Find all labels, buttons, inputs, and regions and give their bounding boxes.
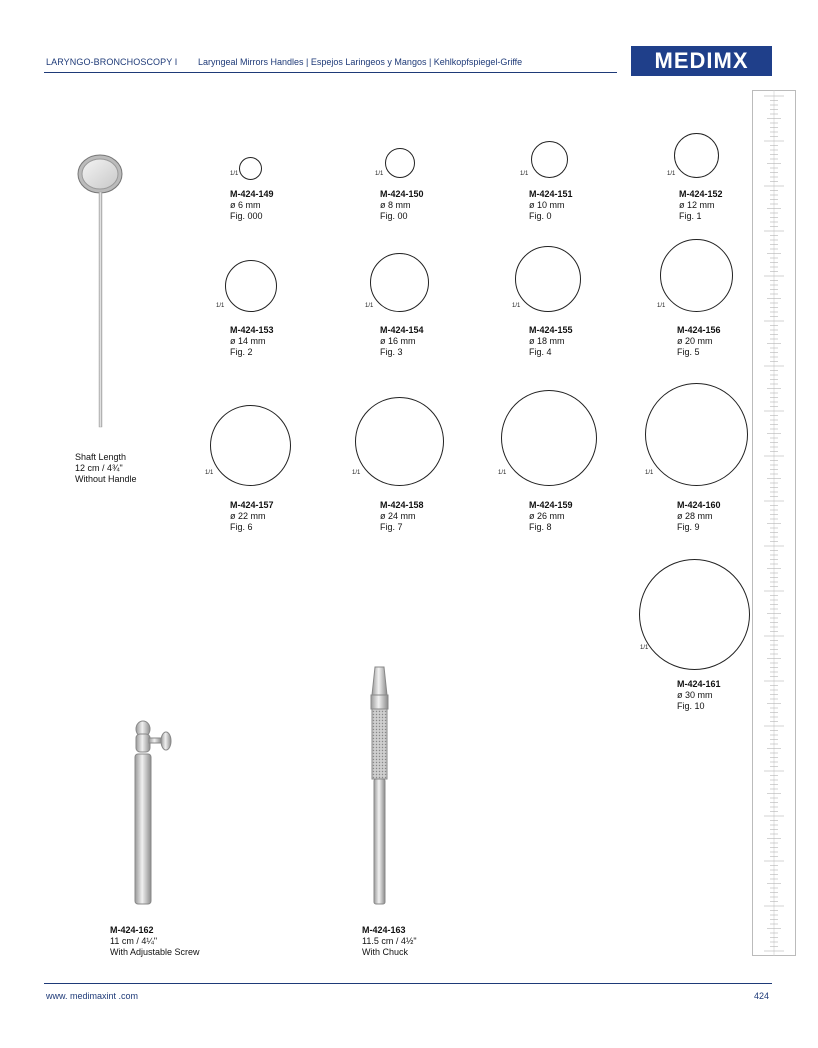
shaft-length: 12 cm / 4¾" <box>75 463 123 473</box>
product-code: M-424-155 <box>529 325 573 335</box>
scale-label: 1/1 <box>667 171 676 177</box>
product-fig: Fig. 1 <box>679 211 702 221</box>
scale-label: 1/1 <box>645 470 654 476</box>
product-length: 11 cm / 4¼" <box>110 936 158 946</box>
footer-divider <box>44 983 772 984</box>
mirror-149 <box>239 157 262 180</box>
mirror-152 <box>674 133 719 178</box>
page-subtitle: Laryngeal Mirrors Handles | Espejos Laringeos y Mangos | Kehlkopfspiegel-Griffe <box>198 57 523 67</box>
mirror-151 <box>531 141 568 178</box>
scale-label: 1/1 <box>640 645 649 651</box>
product-label-157 <box>230 500 274 533</box>
product-label-156 <box>677 325 721 358</box>
shaft-label <box>75 452 137 485</box>
product-fig: Fig. 00 <box>380 211 408 221</box>
product-code: M-424-153 <box>230 325 274 335</box>
mirror-159 <box>501 390 597 486</box>
product-code: M-424-156 <box>677 325 721 335</box>
product-label-149 <box>230 189 274 222</box>
product-label-160 <box>677 500 721 533</box>
product-fig: Fig. 0 <box>529 211 552 221</box>
product-code: M-424-151 <box>529 189 573 199</box>
scale-label: 1/1 <box>498 470 507 476</box>
product-label-159 <box>529 500 573 533</box>
mirror-155 <box>515 246 581 312</box>
product-size: ø 10 mm <box>529 200 565 210</box>
mirror-161 <box>639 559 750 670</box>
product-size: ø 8 mm <box>380 200 411 210</box>
product-fig: Fig. 10 <box>677 701 705 711</box>
product-code: M-424-150 <box>380 189 424 199</box>
scale-label: 1/1 <box>205 470 214 476</box>
measurement-ruler <box>752 90 796 956</box>
product-fig: Fig. 5 <box>677 347 700 357</box>
scale-label: 1/1 <box>216 303 225 309</box>
product-fig: Fig. 8 <box>529 522 552 532</box>
mirror-160 <box>645 383 748 486</box>
shaft-label-line1: Shaft Length <box>75 452 127 462</box>
product-label-155 <box>529 325 573 358</box>
scale-label: 1/1 <box>375 171 384 177</box>
product-label-152 <box>679 189 723 222</box>
scale-label: 1/1 <box>365 303 374 309</box>
section-title: LARYNGO-BRONCHOSCOPY I <box>46 57 178 67</box>
header-divider <box>44 72 617 73</box>
product-code: M-424-162 <box>110 925 154 935</box>
product-size: ø 6 mm <box>230 200 261 210</box>
product-label-161 <box>677 679 721 712</box>
product-code: M-424-163 <box>362 925 406 935</box>
product-label-150 <box>380 189 424 222</box>
product-desc: With Chuck <box>362 947 409 957</box>
mirror-153 <box>225 260 277 312</box>
mirror-158 <box>355 397 444 486</box>
product-size: ø 30 mm <box>677 690 713 700</box>
product-code: M-424-154 <box>380 325 424 335</box>
mirror-157 <box>210 405 291 486</box>
product-label-158 <box>380 500 424 533</box>
product-fig: Fig. 6 <box>230 522 253 532</box>
handle-label-162 <box>110 925 200 958</box>
shaft-note: Without Handle <box>75 474 137 484</box>
product-size: ø 22 mm <box>230 511 266 521</box>
laryngeal-mirror-illustration <box>70 150 130 435</box>
product-size: ø 28 mm <box>677 511 713 521</box>
product-size: ø 18 mm <box>529 336 565 346</box>
product-code: M-424-152 <box>679 189 723 199</box>
mirror-156 <box>660 239 733 312</box>
product-label-154 <box>380 325 424 358</box>
product-size: ø 26 mm <box>529 511 565 521</box>
brand-logo: MEDIMX <box>631 46 772 76</box>
mirror-150 <box>385 148 415 178</box>
product-fig: Fig. 2 <box>230 347 253 357</box>
product-fig: Fig. 4 <box>529 347 552 357</box>
scale-label: 1/1 <box>230 171 239 177</box>
product-size: ø 12 mm <box>679 200 715 210</box>
product-length: 11.5 cm / 4½" <box>362 936 417 946</box>
product-fig: Fig. 9 <box>677 522 700 532</box>
product-fig: Fig. 000 <box>230 211 263 221</box>
product-code: M-424-161 <box>677 679 721 689</box>
product-size: ø 20 mm <box>677 336 713 346</box>
product-code: M-424-159 <box>529 500 573 510</box>
product-code: M-424-160 <box>677 500 721 510</box>
handle-adjustable-screw-illustration <box>126 720 176 910</box>
website-link[interactable]: www. medimaxint .com <box>46 991 139 1001</box>
handle-chuck-illustration <box>360 665 400 910</box>
scale-label: 1/1 <box>512 303 521 309</box>
product-code: M-424-149 <box>230 189 274 199</box>
product-code: M-424-157 <box>230 500 274 510</box>
product-size: ø 14 mm <box>230 336 266 346</box>
handle-label-163 <box>362 925 417 958</box>
scale-label: 1/1 <box>520 171 529 177</box>
product-desc: With Adjustable Screw <box>110 947 200 957</box>
product-size: ø 24 mm <box>380 511 416 521</box>
mirror-154 <box>370 253 429 312</box>
scale-label: 1/1 <box>657 303 666 309</box>
scale-label: 1/1 <box>352 470 361 476</box>
product-fig: Fig. 7 <box>380 522 403 532</box>
page-number: 424 <box>754 991 770 1001</box>
product-size: ø 16 mm <box>380 336 416 346</box>
product-label-151 <box>529 189 573 222</box>
product-label-153 <box>230 325 274 358</box>
product-code: M-424-158 <box>380 500 424 510</box>
product-fig: Fig. 3 <box>380 347 403 357</box>
